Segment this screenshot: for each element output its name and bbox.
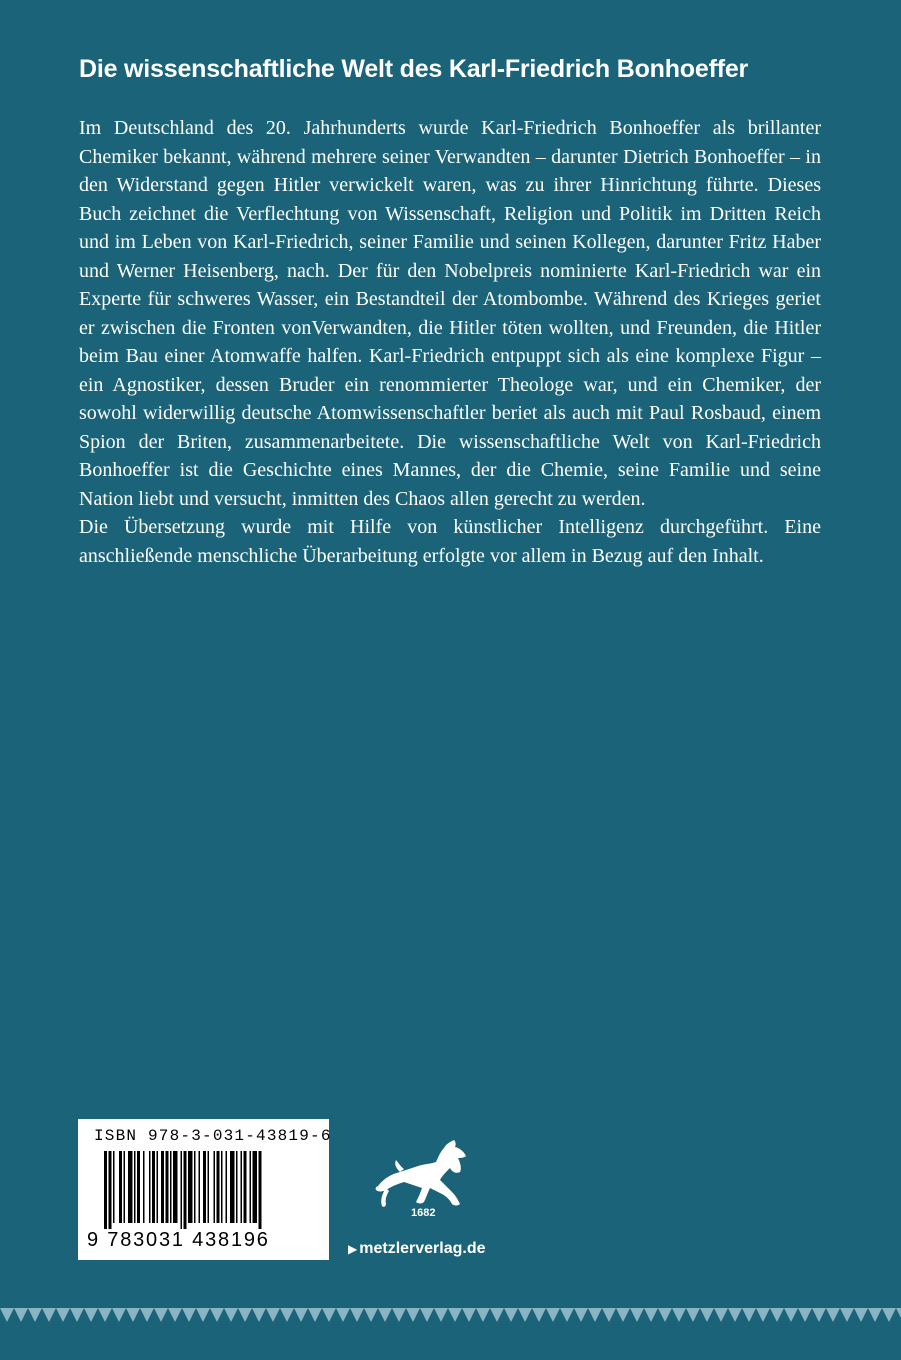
barcode-bar [166, 1151, 169, 1223]
border-triangle [70, 1308, 84, 1322]
translation-note: Die Übersetzung wurde mit Hilfe von künstlicher Intelligenz durchgeführt. Eine anschließende menschliche Überarbeitung erfolgte vor allem in Bezug auf den Inhalt. [79, 516, 821, 567]
barcode [104, 1151, 304, 1229]
border-triangle [602, 1308, 616, 1322]
border-triangle [224, 1308, 238, 1322]
border-triangle [630, 1308, 644, 1322]
border-triangle [686, 1308, 700, 1322]
border-triangle [812, 1308, 826, 1322]
border-triangle [476, 1308, 490, 1322]
border-triangle [364, 1308, 378, 1322]
border-triangle [448, 1308, 462, 1322]
border-triangle [434, 1308, 448, 1322]
border-triangle [126, 1308, 140, 1322]
barcode-bar [253, 1151, 258, 1223]
barcode-bar [109, 1151, 112, 1229]
border-triangle [560, 1308, 574, 1322]
isbn-barcode-box [78, 1119, 332, 1260]
border-triangle [854, 1308, 868, 1322]
barcode-bar [188, 1151, 193, 1223]
border-triangle [518, 1308, 532, 1322]
border-triangle [868, 1308, 882, 1322]
barcode-bar [173, 1151, 178, 1223]
border-triangle [336, 1308, 350, 1322]
barcode-bar [241, 1151, 243, 1223]
border-triangle [700, 1308, 714, 1322]
barcode-bar [149, 1151, 151, 1223]
border-triangle [0, 1308, 14, 1322]
border-triangle [714, 1308, 728, 1322]
border-triangle [826, 1308, 840, 1322]
barcode-bar [194, 1151, 196, 1223]
border-triangle [42, 1308, 56, 1322]
barcode-bar [244, 1151, 247, 1223]
barcode-bar [199, 1151, 201, 1223]
publisher-website[interactable] [348, 1240, 486, 1258]
barcode-bar [250, 1151, 252, 1223]
barcode-bar [124, 1151, 126, 1223]
border-triangle [14, 1308, 28, 1322]
barcode-bar [104, 1151, 107, 1229]
border-triangle [98, 1308, 112, 1322]
border-triangle [588, 1308, 602, 1322]
border-triangle [238, 1308, 252, 1322]
border-triangle [728, 1308, 742, 1322]
border-triangle [112, 1308, 126, 1322]
barcode-bar [161, 1151, 164, 1223]
border-triangle [378, 1308, 392, 1322]
border-triangle [658, 1308, 672, 1322]
border-triangle [308, 1308, 322, 1322]
border-triangle [266, 1308, 280, 1322]
border-triangle [420, 1308, 434, 1322]
border-triangle [28, 1308, 42, 1322]
isbn-label: ISBN 978-3-031-43819-6 [94, 1127, 332, 1145]
barcode-bar [181, 1151, 183, 1229]
border-triangle [140, 1308, 154, 1322]
barcode-bar [208, 1151, 210, 1223]
blurb [79, 114, 821, 570]
barcode-bar [221, 1151, 223, 1223]
triangle-right-icon: ▶ [348, 1242, 358, 1256]
book-title: Die wissenschaftliche Welt des Karl-Friedrich Bonhoeffer [79, 55, 749, 83]
barcode-bar [170, 1151, 172, 1223]
border-triangle [504, 1308, 518, 1322]
border-triangle [182, 1308, 196, 1322]
border-triangle [196, 1308, 210, 1322]
border-triangle [742, 1308, 756, 1322]
barcode-bar [128, 1151, 133, 1223]
border-triangle [294, 1308, 308, 1322]
border-triangle [84, 1308, 98, 1322]
website-text: metzlerverlag.de [359, 1240, 486, 1257]
border-triangle [546, 1308, 560, 1322]
barcode-bar [134, 1151, 136, 1223]
barcode-bar [214, 1151, 216, 1223]
barcode-bar [259, 1151, 262, 1229]
border-triangle [252, 1308, 266, 1322]
decorative-border [0, 1308, 901, 1322]
border-triangle [350, 1308, 364, 1322]
border-triangle [490, 1308, 504, 1322]
barcode-bar [230, 1151, 235, 1223]
logo-year: 1682 [411, 1207, 436, 1219]
border-triangle [154, 1308, 168, 1322]
barcode-bar [143, 1151, 145, 1223]
barcode-bar [217, 1151, 220, 1223]
border-triangle [784, 1308, 798, 1322]
border-triangle [322, 1308, 336, 1322]
barcode-bar [137, 1151, 140, 1223]
border-triangle [756, 1308, 770, 1322]
barcode-bar [152, 1151, 155, 1223]
barcode-bar [236, 1151, 238, 1223]
border-triangle [280, 1308, 294, 1322]
border-triangle [574, 1308, 588, 1322]
barcode-bar [157, 1151, 159, 1223]
border-triangle [672, 1308, 686, 1322]
barcode-bar [203, 1151, 206, 1223]
border-triangle [840, 1308, 854, 1322]
border-triangle [882, 1308, 896, 1322]
horse-icon [372, 1138, 476, 1210]
barcode-bar [113, 1151, 115, 1223]
barcode-digits: 9 783031 438196 [87, 1229, 270, 1251]
border-triangle [168, 1308, 182, 1322]
border-triangle [462, 1308, 476, 1322]
barcode-bar [226, 1151, 228, 1223]
border-triangle [770, 1308, 784, 1322]
border-triangle [896, 1308, 901, 1322]
border-triangle [798, 1308, 812, 1322]
border-triangle [210, 1308, 224, 1322]
border-triangle [392, 1308, 406, 1322]
border-triangle [644, 1308, 658, 1322]
border-triangle [56, 1308, 70, 1322]
blurb-paragraph: Im Deutschland des 20. Jahrhunderts wurde Karl-Friedrich Bonhoeffer als brillanter Chemiker bekannt, während mehrere seiner Verwandten – darunter Dietrich Bonhoeffer – in den Widerstand gegen Hitler verwickelt waren, was zu ihrer Hinrichtung führte. Dieses Buch zeichnet die Verflechtung von Wissenschaft, Religion und Politik im Dritten Reich und im Leben von Karl-Friedrich, seiner Familie und seinen Kollegen, darunter Fritz Haber und Werner Heisenberg, nach. Der für den Nobelpreis nominierte Karl-Friedrich war ein Experte für schweres Wasser, ein Bestandteil der Atombombe. Während des Krieges geriet er zwischen die Fronten vonVerwandten, die Hitler töten wollten, und Freunden, die Hitler beim Bau einer Atomwaffe halfen. Karl-Friedrich entpuppt sich als eine komplexe Figur – ein Agnostiker, dessen Bruder ein renommierter Theologe war, und ein Chemiker, der sowohl widerwillig deutsche Atomwissenschaftler beriet als auch mit Paul Rosbaud, einem Spion der Briten, zusammenarbeitete. Die wissenschaftliche Welt von Karl-Friedrich Bonhoeffer ist die Geschichte eines Mannes, der die Chemie, seine Familie und seine Nation liebt und versucht, inmitten des Chaos allen gerecht zu werden. [79, 117, 821, 510]
border-triangle [532, 1308, 546, 1322]
barcode-bar [119, 1151, 122, 1223]
border-triangle [406, 1308, 420, 1322]
barcode-bar [184, 1151, 187, 1229]
border-triangle [616, 1308, 630, 1322]
